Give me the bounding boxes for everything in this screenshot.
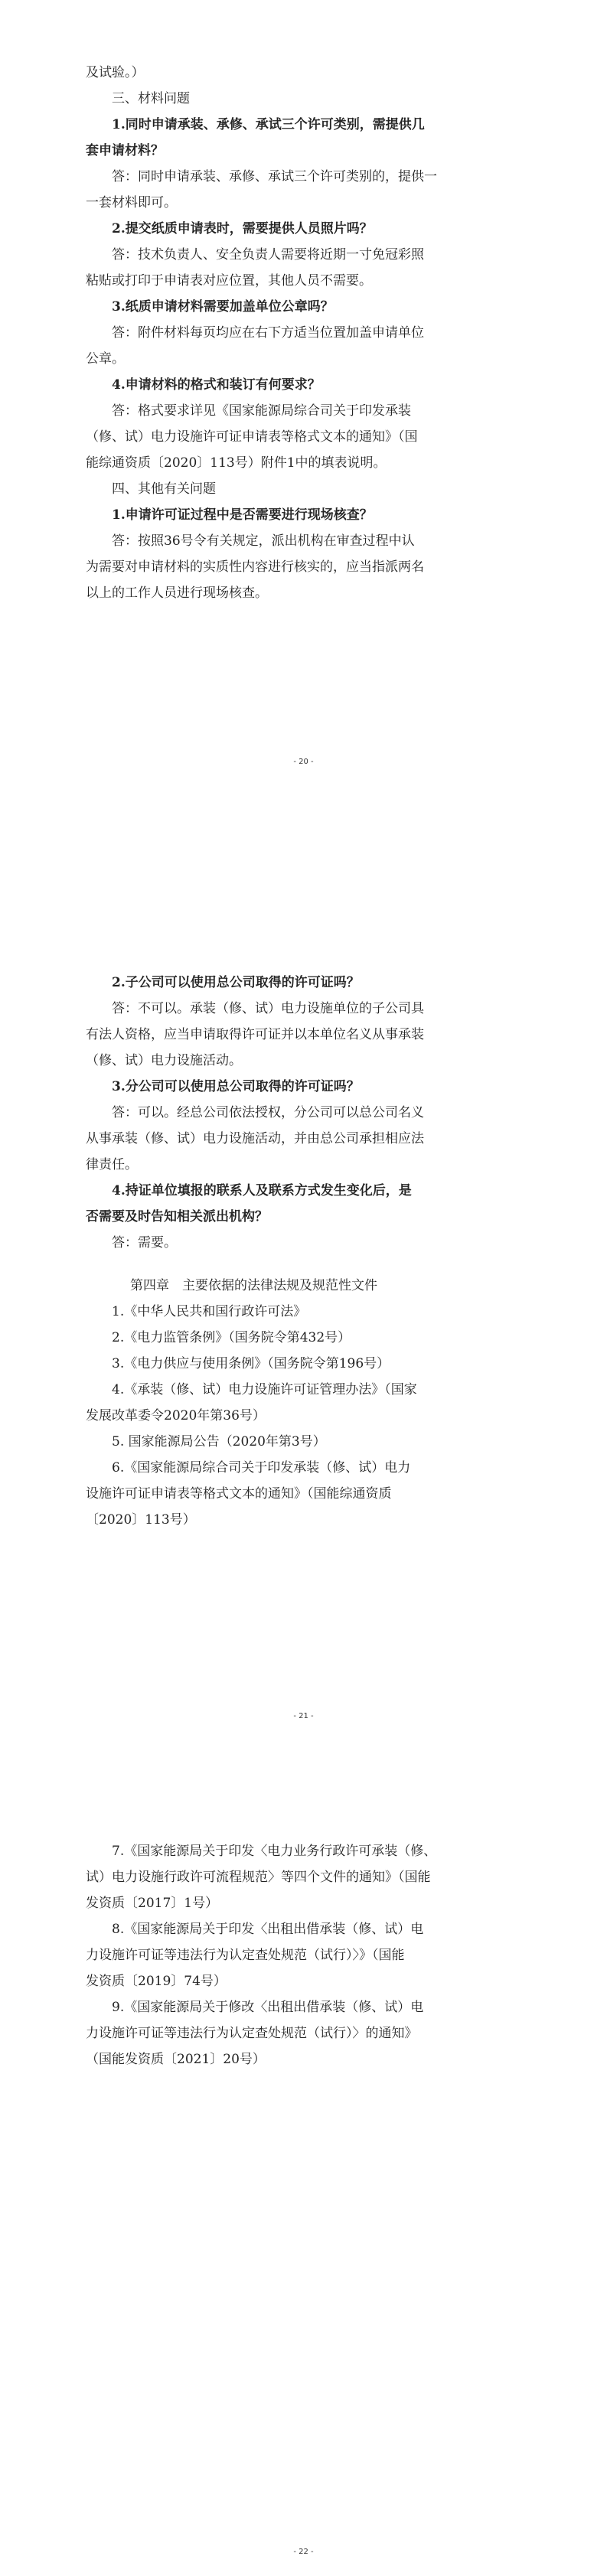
section-heading-other: 四、其他有关问题 <box>112 481 216 497</box>
answer-line: 从事承装（修、试）电力设施活动，并由总公司承担相应法 <box>86 1131 424 1146</box>
reference-item-continued: （国能发资质〔2021〕20号） <box>86 2052 266 2067</box>
document-page-22 <box>0 1717 607 2576</box>
reference-item-continued: 设施许可证申请表等格式文本的通知》（国能综通资质 <box>86 1486 392 1502</box>
answer-line: 能综通资质〔2020〕113号）附件1中的填表说明。 <box>86 455 387 471</box>
page-number: - 22 - <box>293 2548 314 2556</box>
question-line: 1.同时申请承装、承修、承试三个许可类别，需提供几 <box>112 117 425 132</box>
answer-line: （修、试）电力设施许可证申请表等格式文本的通知》（国 <box>86 429 418 445</box>
reference-item: 1.《中华人民共和国行政许可法》 <box>112 1304 307 1319</box>
question-line: 2.子公司可以使用总公司取得的许可证吗？ <box>112 975 360 990</box>
reference-item-continued: 发资质〔2019〕74号） <box>86 1974 227 1989</box>
question-line: 2.提交纸质申请表时，需要提供人员照片吗？ <box>112 221 373 236</box>
reference-item-continued: 发资质〔2017〕1号） <box>86 1896 219 1911</box>
reference-item-continued: 试）电力设施行政许可流程规范〉等四个文件的通知》（国能 <box>86 1870 431 1885</box>
page-number: - 21 - <box>293 1712 314 1720</box>
question-line: 4.持证单位填报的联系人及联系方式发生变化后，是 <box>112 1183 412 1198</box>
document-page-21 <box>0 859 607 1720</box>
reference-item: 4.《承装（修、试）电力设施许可证管理办法》（国家 <box>112 1382 417 1397</box>
answer-line: 答：可以。经总公司依法授权，分公司可以总公司名义 <box>112 1105 424 1120</box>
answer-line: 为需要对申请材料的实质性内容进行核实的，应当指派两名 <box>86 559 424 575</box>
answer-line: 粘贴或打印于申请表对应位置，其他人员不需要。 <box>86 273 372 289</box>
reference-item: 2.《电力监管条例》（国务院令第432号） <box>112 1330 351 1345</box>
answer-line: 公章。 <box>86 351 125 367</box>
question-line: 3.分公司可以使用总公司取得的许可证吗？ <box>112 1079 360 1094</box>
page-body <box>86 60 521 606</box>
reference-item: 6.《国家能源局综合司关于印发承装（修、试）电力 <box>112 1460 411 1475</box>
answer-line: 答：按照36号令有关规定，派出机构在审查过程中认 <box>112 533 415 549</box>
answer-line: 答：格式要求详见《国家能源局综合司关于印发承装 <box>112 403 411 419</box>
reference-item: 8.《国家能源局关于印发〈出租出借承装（修、试）电 <box>112 1922 424 1937</box>
text-line: 及试验。） <box>86 65 145 80</box>
reference-item-continued: 〔2020〕113号） <box>86 1512 196 1528</box>
question-line: 套申请材料？ <box>86 143 164 158</box>
answer-line: 答：需要。 <box>112 1235 177 1251</box>
reference-item: 3.《电力供应与使用条例》（国务院令第196号） <box>112 1356 390 1371</box>
question-line: 否需要及时告知相关派出机构？ <box>86 1209 268 1224</box>
chapter-heading: 第四章 主要依据的法律法规及规范性文件 <box>130 1278 377 1293</box>
answer-line: 答：技术负责人、安全负责人需要将近期一寸免冠彩照 <box>112 247 424 262</box>
answer-line: 以上的工作人员进行现场核查。 <box>86 585 268 601</box>
page-number: - 20 - <box>293 758 314 766</box>
page-body <box>86 1838 521 2072</box>
reference-item: 7.《国家能源局关于印发〈电力业务行政许可承装（修、 <box>112 1844 437 1859</box>
reference-item: 5. 国家能源局公告（2020年第3号） <box>112 1434 326 1449</box>
answer-line: （修、试）电力设施活动。 <box>86 1053 242 1068</box>
answer-line: 答：附件材料每页均应在右下方适当位置加盖申请单位 <box>112 325 424 341</box>
section-heading-materials: 三、材料问题 <box>112 91 190 106</box>
reference-item-continued: 发展改革委令2020年第36号） <box>86 1408 266 1423</box>
answer-line: 答：同时申请承装、承修、承试三个许可类别的，提供一 <box>112 169 437 184</box>
document-page-20 <box>0 0 607 859</box>
answer-line: 答：不可以。承装（修、试）电力设施单位的子公司具 <box>112 1001 424 1016</box>
reference-item-continued: 力设施许可证等违法行为认定查处规范（试行）〉》（国能 <box>86 1948 405 1963</box>
page-body <box>86 970 521 1533</box>
answer-line: 律责任。 <box>86 1157 138 1172</box>
reference-item: 9.《国家能源局关于修改〈出租出借承装（修、试）电 <box>112 2000 424 2015</box>
answer-line: 一套材料即可。 <box>86 195 177 210</box>
question-line: 3.纸质申请材料需要加盖单位公章吗？ <box>112 299 334 315</box>
question-line: 4.申请材料的格式和装订有何要求？ <box>112 377 321 393</box>
reference-item-continued: 力设施许可证等违法行为认定查处规范（试行）〉的通知》 <box>86 2026 418 2041</box>
question-line: 1.申请许可证过程中是否需要进行现场核查？ <box>112 507 373 523</box>
answer-line: 有法人资格，应当申请取得许可证并以本单位名义从事承装 <box>86 1027 424 1042</box>
